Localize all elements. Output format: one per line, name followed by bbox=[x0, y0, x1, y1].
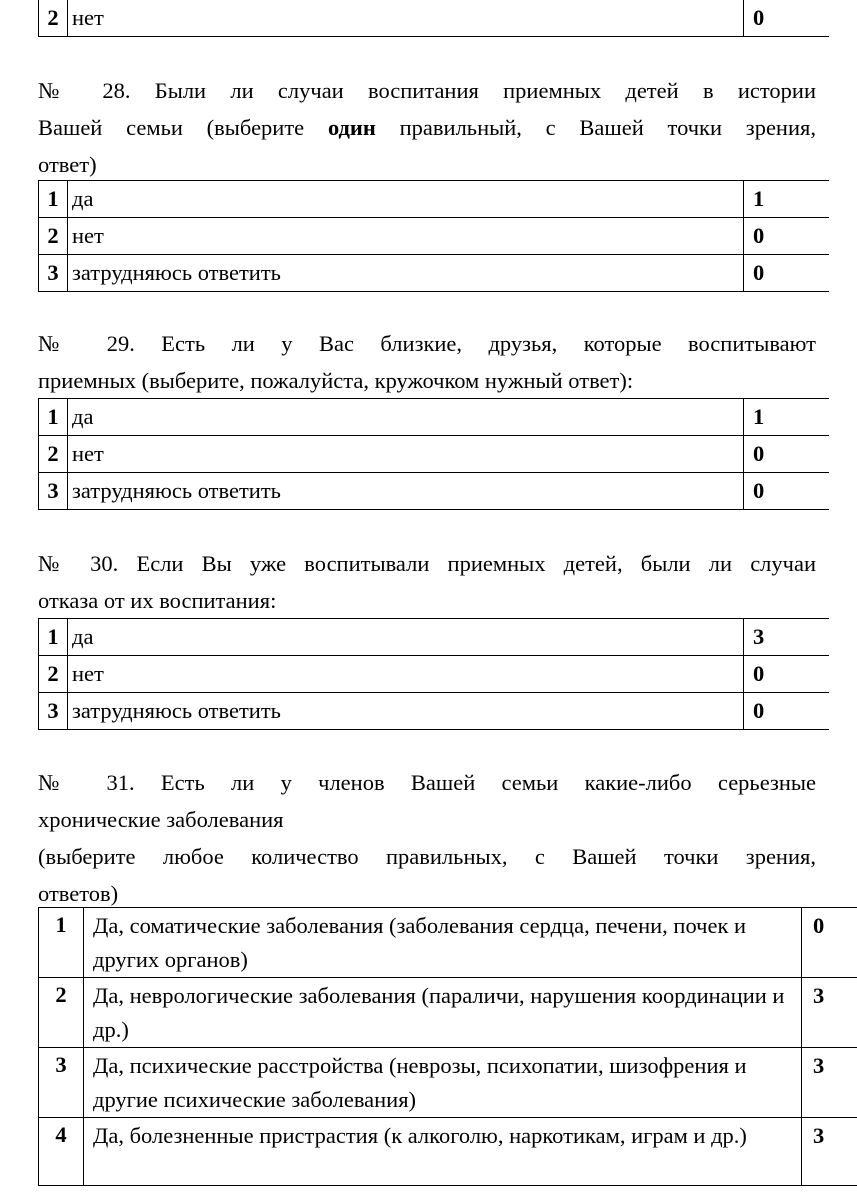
table-row bbox=[39, 255, 829, 292]
answer-table-q30 bbox=[38, 618, 829, 730]
row-value: 0 bbox=[744, 656, 829, 693]
table-row bbox=[39, 1048, 857, 1118]
row-value: 0 bbox=[802, 908, 857, 978]
row-label: Да, неврологические заболевания (параличи, нарушения координации и др.) bbox=[84, 978, 802, 1048]
row-label: да bbox=[68, 619, 744, 656]
row-value: 3 bbox=[802, 1118, 857, 1186]
table-row bbox=[39, 1118, 857, 1186]
row-value: 3 bbox=[744, 619, 829, 656]
row-label: Да, болезненные пристрастия (к алкоголю, наркотикам, играм и др.) bbox=[84, 1118, 802, 1186]
answer-table-prev bbox=[38, 0, 829, 37]
question-line: № 29. Есть ли у Вас близкие, друзья, которые воспитывают bbox=[38, 331, 816, 356]
answer-table-q29 bbox=[38, 398, 829, 510]
table-row bbox=[39, 978, 857, 1048]
row-label: затрудняюсь ответить bbox=[68, 693, 744, 730]
row-value: 3 bbox=[802, 1048, 857, 1118]
row-label: Да, соматические заболевания (заболевания сердца, печени, почек и других органов) bbox=[84, 908, 802, 978]
row-value: 0 bbox=[744, 693, 829, 730]
question-line: приемных (выберите, пожалуйста, кружочком нужный ответ): bbox=[38, 368, 634, 393]
row-number: 2 bbox=[39, 656, 68, 693]
table-row bbox=[39, 656, 829, 693]
question-line: ответ) bbox=[38, 152, 97, 177]
row-value: 0 bbox=[744, 436, 829, 473]
table-row bbox=[39, 473, 829, 510]
question-line: отказа от их воспитания: bbox=[38, 588, 277, 613]
question-line: хронические заболевания bbox=[38, 807, 284, 832]
question-29-text bbox=[38, 325, 816, 399]
row-value: 3 bbox=[802, 978, 857, 1048]
question-28-text bbox=[38, 72, 816, 183]
question-line: Вашей семьи (выберите один правильный, с Вашей точки зрения, bbox=[38, 115, 816, 140]
question-line: № 31. Есть ли у членов Вашей семьи какие-либо серьезные bbox=[38, 770, 816, 795]
answer-table-q31 bbox=[38, 907, 857, 1186]
row-label: нет bbox=[68, 656, 744, 693]
table-row bbox=[39, 908, 857, 978]
table-row bbox=[39, 619, 829, 656]
row-number: 2 bbox=[39, 0, 68, 37]
table-row bbox=[39, 0, 829, 37]
table-row bbox=[39, 218, 829, 255]
question-line: (выберите любое количество правильных, с Вашей точки зрения, bbox=[38, 844, 816, 869]
row-number: 2 bbox=[39, 978, 84, 1048]
row-label: нет bbox=[68, 218, 744, 255]
question-line: № 28. Были ли случаи воспитания приемных детей в истории bbox=[38, 78, 816, 103]
row-label: Да, психические расстройства (неврозы, психопатии, шизофрения и другие психические заболевания) bbox=[84, 1048, 802, 1118]
row-number: 1 bbox=[39, 181, 68, 218]
row-label: нет bbox=[68, 0, 744, 37]
row-value: 0 bbox=[744, 255, 829, 292]
row-number: 2 bbox=[39, 218, 68, 255]
question-31-text bbox=[38, 764, 816, 912]
row-label: да bbox=[68, 181, 744, 218]
row-value: 0 bbox=[744, 473, 829, 510]
row-label: затрудняюсь ответить bbox=[68, 473, 744, 510]
row-number: 2 bbox=[39, 436, 68, 473]
row-number: 3 bbox=[39, 255, 68, 292]
row-label: нет bbox=[68, 436, 744, 473]
row-number: 4 bbox=[39, 1118, 84, 1186]
row-value: 0 bbox=[744, 218, 829, 255]
table-row bbox=[39, 181, 829, 218]
row-value: 0 bbox=[744, 0, 829, 37]
answer-table-q28 bbox=[38, 180, 829, 292]
row-number: 1 bbox=[39, 399, 68, 436]
row-number: 3 bbox=[39, 1048, 84, 1118]
table-row bbox=[39, 399, 829, 436]
table-row bbox=[39, 693, 829, 730]
row-value: 1 bbox=[744, 181, 829, 218]
row-number: 1 bbox=[39, 619, 68, 656]
row-number: 3 bbox=[39, 473, 68, 510]
row-value: 1 bbox=[744, 399, 829, 436]
row-label: затрудняюсь ответить bbox=[68, 255, 744, 292]
row-number: 1 bbox=[39, 908, 84, 978]
question-line: ответов) bbox=[38, 881, 119, 906]
question-line: № 30. Если Вы уже воспитывали приемных детей, были ли случаи bbox=[38, 551, 816, 576]
emphasis-one: один bbox=[327, 115, 376, 140]
question-30-text bbox=[38, 545, 816, 619]
row-label: да bbox=[68, 399, 744, 436]
row-number: 3 bbox=[39, 693, 68, 730]
table-row bbox=[39, 436, 829, 473]
